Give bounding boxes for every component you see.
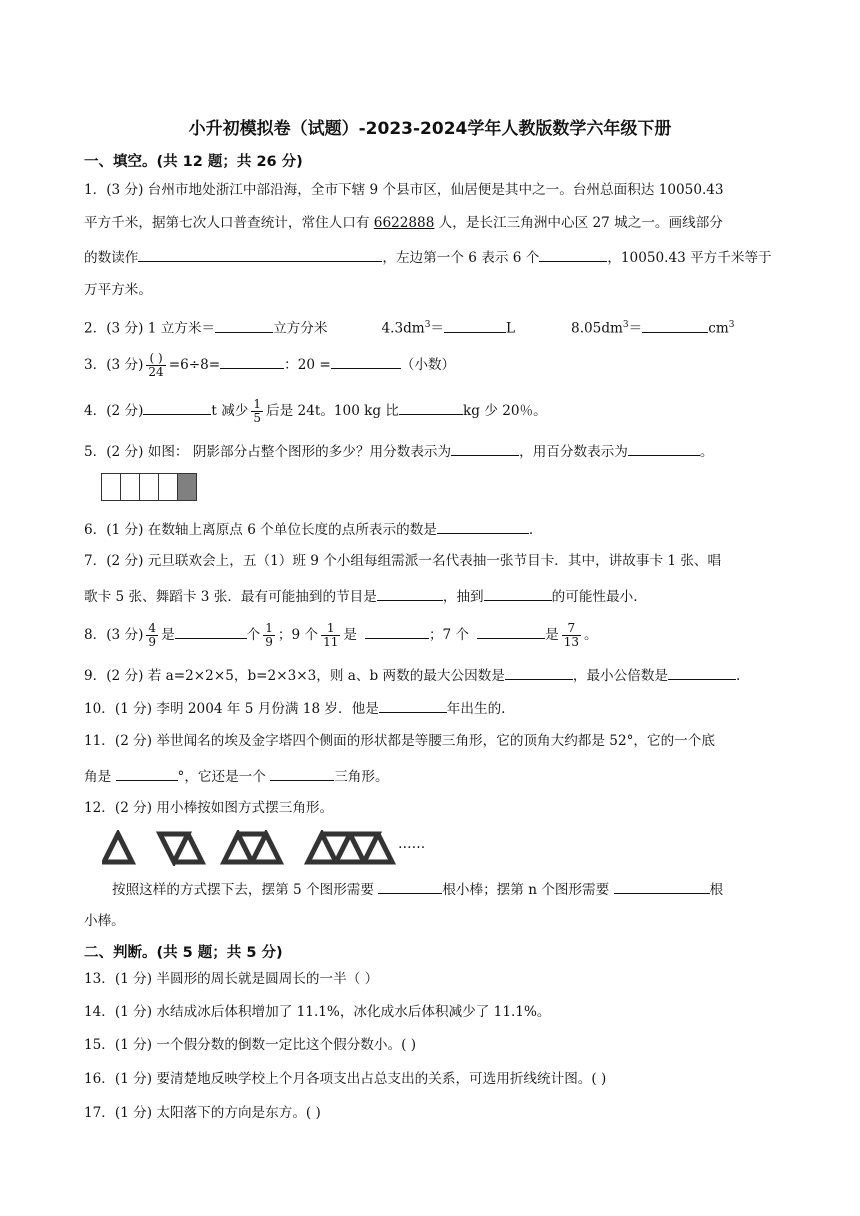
section-judge-heading: 二、判断。(共 5 题；共 5 分) [84,945,283,961]
answer-blank[interactable] [215,317,273,333]
fraction: $\frac{1}{9}$ [265,621,273,649]
answer-blank[interactable] [270,765,334,781]
answer-blank[interactable] [399,399,463,415]
q1-line2: 平方千米，据第七次人口普查统计，常住人口有 6622888 人，是长江三角洲中心区 27 城之一。画线部分 [84,215,723,231]
answer-blank[interactable] [365,623,429,639]
q7-line2: 歌卡 5 张、舞蹈卡 3 张．最有可能抽到的节目是 ，抽到 的可能性最小. [84,585,638,607]
fraction: $\frac{4}{9}$ [148,621,157,649]
answer-blank[interactable] [437,518,529,534]
judge-item: 16．(1 分) 要清楚地反映学校上个月各项支出占总支出的关系，可选用折线统计图。( ) [84,1071,607,1087]
figure-cell [101,473,121,501]
answer-blank[interactable] [484,585,552,601]
answer-blank[interactable] [614,878,710,894]
underlined-number: 6622888 [373,215,435,231]
answer-blank[interactable] [451,440,519,456]
page-title: 小升初模拟卷（试题）-2023-2024学年人教版数学六年级下册 [188,119,672,139]
answer-blank[interactable] [175,623,247,639]
ellipsis: …… [398,836,426,852]
judge-item: 13．(1 分) 半圆形的周长就是圆周长的一半（ ） [84,971,379,987]
fraction: $\frac{1}{11}$ [323,621,339,649]
q12-line1: 12．(2 分) 用小棒按如图方式摆三角形。 [84,800,334,816]
answer-blank[interactable] [331,353,401,369]
q6-line: 6．(1 分) 在数轴上离原点 6 个单位长度的点所表示的数是 . [84,518,533,540]
answer-blank[interactable] [505,664,573,680]
judge-item: 15．(1 分) 一个假分数的倒数一定比这个假分数小。( ) [84,1037,416,1053]
figure-cell-shaded [177,473,197,501]
q5-line: 5．(2 分) 如图： 阴影部分占整个图形的多少？用分数表示为 ，用百分数表示为 。 [84,440,713,462]
answer-blank[interactable] [628,440,700,456]
fraction: $\frac{1}{5}$ [253,397,262,425]
fraction: $\frac{( )}{24}$ [148,351,164,379]
matchstick-triangles-figure [102,830,442,866]
judge-item: 17．(1 分) 太阳落下的方向是东方。( ) [84,1105,321,1121]
figure-cell [120,473,140,501]
q9-line: 9．(2 分) 若 a=2×2×5，b=2×3×3，则 a、b 两数的最大公因数是 ，最小公倍数是 . [84,664,740,686]
q11-line1: 11．(2 分) 举世闻名的埃及金字塔四个侧面的形状都是等腰三角形，它的顶角大约都是 52°，它的一个底 [84,733,715,749]
judge-item: 14．(1 分) 水结成冰后体积增加了 11.1%，冰化成水后体积减少了 11.1%。 [84,1004,551,1020]
answer-blank[interactable] [477,623,545,639]
figure-cell [139,473,159,501]
answer-blank[interactable] [220,353,284,369]
section-fill-heading: 一、填空。(共 12 题；共 26 分) [84,154,303,170]
fraction: $\frac{7}{13}$ [563,621,579,649]
q2-line: 2．(3 分) 1 立方米＝ 立方分米 $4.3dm^3= L$ $8.05dm^3= cm^3$ [84,315,734,339]
triangle-figure-2 [160,834,202,862]
q7-line1: 7．(2 分) 元旦联欢会上，五（1）班 9 个小组每组需派一名代表抽一张节目卡．其中，讲故事卡 1 张、唱 [84,553,722,569]
q11-line2: 角是 °，它还是一个 三角形。 [84,765,389,787]
answer-blank[interactable] [138,246,382,262]
shaded-rectangle-figure [102,473,197,501]
q4-line: 4．(2 分) t 减少 $\frac{1}{5}$ 后是 24t。100 kg 比 kg 少 20％。 [84,397,547,425]
q1-line3: 的数读作 ，左边第一个 6 表示 6 个 ，10050.43 平方千米等于 [84,246,772,268]
triangle-figure-1 [104,834,132,862]
answer-blank[interactable] [668,664,736,680]
q12-line3: 小棒。 [84,913,125,929]
answer-blank[interactable] [379,697,447,713]
triangle-figure-3 [224,834,280,862]
answer-blank[interactable] [444,317,506,333]
q10-line: 10．(1 分) 李明 2004 年 5 月份满 18 岁．他是 年出生的. [84,697,506,719]
q1-line4: 万平方米。 [84,282,152,298]
q8-line: 8．(3 分) $\frac{4}{9}$ 是 个 $\frac{1}{9}$ ；9 个 $\frac{1}{11}$ 是 ；7 个 是 $\frac{7}{13}$ 。 [84,621,598,649]
q3-line: 3．(3 分) $\frac{( )}{24}$ =6÷8= ：20 = （小数） [84,351,456,379]
triangle-figure-4 [308,834,392,862]
answer-blank[interactable] [116,765,178,781]
q1-line1: 1．(3 分) 台州市地处浙江中部沿海，全市下辖 9 个县市区，仙居便是其中之一。台州总面积达 10050.43 [84,182,724,198]
answer-blank[interactable] [377,585,443,601]
answer-blank[interactable] [642,317,708,333]
answer-blank[interactable] [143,399,211,415]
answer-blank[interactable] [539,246,607,262]
q12-line2: 按照这样的方式摆下去，摆第 5 个图形需要 根小棒；摆第 n 个图形需要 根 [112,878,723,900]
figure-cell [158,473,178,501]
answer-blank[interactable] [378,878,442,894]
